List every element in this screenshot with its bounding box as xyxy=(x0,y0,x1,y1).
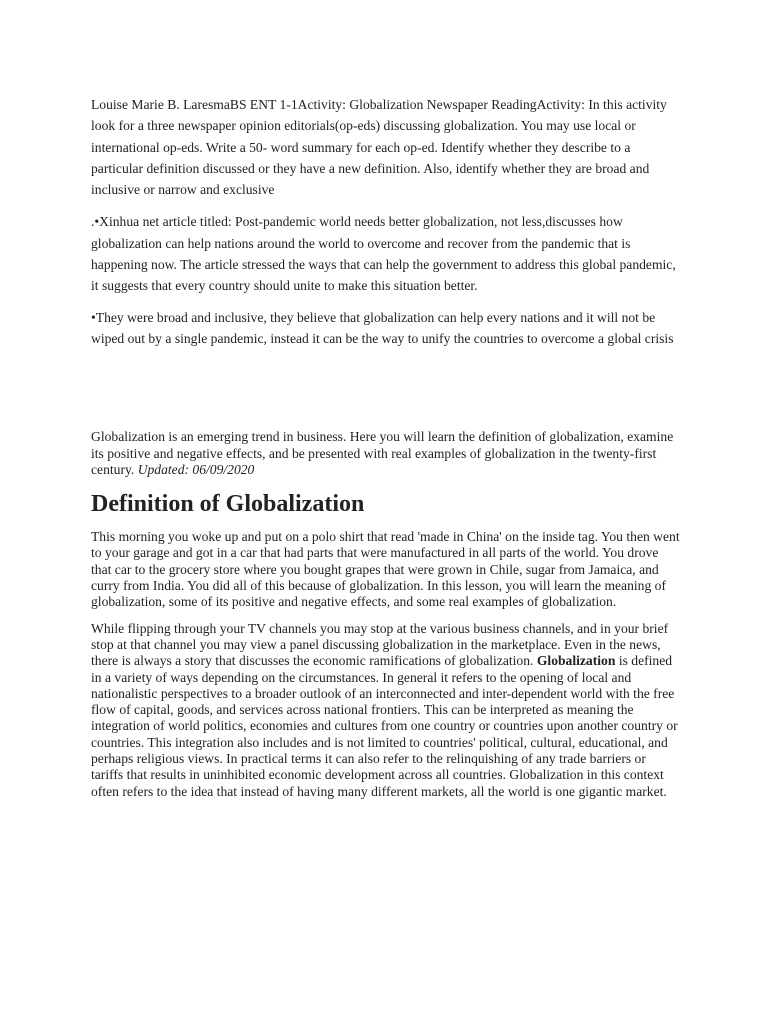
lesson-paragraph-2 xyxy=(91,621,681,800)
blank-gap xyxy=(91,359,681,429)
lesson-summary xyxy=(91,429,681,478)
lesson-summary-text: Globalization is an emerging trend in business. Here you will learn the definition of globalization, examine its positive and negative effects, and be presented with real examples of globalization in the twenty-first century. xyxy=(91,429,674,477)
paragraph-2-definition: is defined in a variety of ways depending on the circumstances. In general it refers to the opening of local and nationalistic perspectives to a broader outlook of an interconnected and inter-dependent world with the free flow of capital, goods, and services across national frontiers. This can be interpreted as meaning the integration of world politics, economies and cultures from one country or countries upon another country or countries. This integration also includes and is not limited to countries' political, cultural, educational, and perhaps religious views. In practical terms it can also refer to the relinquishing of any trade barriers or tariffs that results in uninhibited economic development across all countries. Globalization in this context often refers to the idea that instead of having many different markets, all the world is one gigantic market. xyxy=(91,653,678,799)
globalization-term: Globalization xyxy=(536,653,616,669)
section-heading: Definition of Globalization xyxy=(91,491,365,518)
updated-date: Updated: 06/09/2020 xyxy=(137,461,255,477)
lesson-paragraph-1: This morning you woke up and put on a polo shirt that read 'made in China' on the inside tag. You then went to your garage and got in a car that had parts that were manufactured in all parts of the world. You drove that car to the grocery store where you bought grapes that were grown in Chile, sugar from Jamaica, and curry from India. You did all of this because of globalization. In this lesson, you will learn the meaning of globalization, some of its positive and negative effects, and some real examples of globalization. xyxy=(91,529,680,610)
lesson-section xyxy=(91,429,681,800)
activity-bullet-summary: .•Xinhua net article titled: Post-pandemic world needs better globalization, not less,discusses how globalization can help nations around the world to overcome and recover from the pandemic that is happening now. The article stressed the ways that can help the government to address this global pandemic, it suggests that every country should unite to make this situation better. xyxy=(91,214,676,294)
activity-bullet-evaluation: •They were broad and inclusive, they believe that globalization can help every nations and it will not be wiped out by a single pandemic, instead it can be the way to unify the countries to overcome a global crisis xyxy=(91,309,674,346)
paragraph-2-intro: While flipping through your TV channels you may stop at the various business channels, and in your brief stop at that channel you may view a panel discussing globalization in the marketplace. Even in the news, there is always a story that discusses the economic ramifications of globalization. xyxy=(91,620,669,669)
activity-intro: Louise Marie B. LaresmaBS ENT 1-1Activity: Globalization Newspaper ReadingActivity: In this activity look for a three newspaper opinion editorials(op-eds) discussing globalization. You may use local or international op-eds. Write a 50- word summary for each op-ed. Identify whether they describe to a particular definition discussed or they have a new definition. Also, identify whether they are broad and inclusive or narrow and exclusive xyxy=(91,97,667,198)
document-page xyxy=(91,94,681,810)
